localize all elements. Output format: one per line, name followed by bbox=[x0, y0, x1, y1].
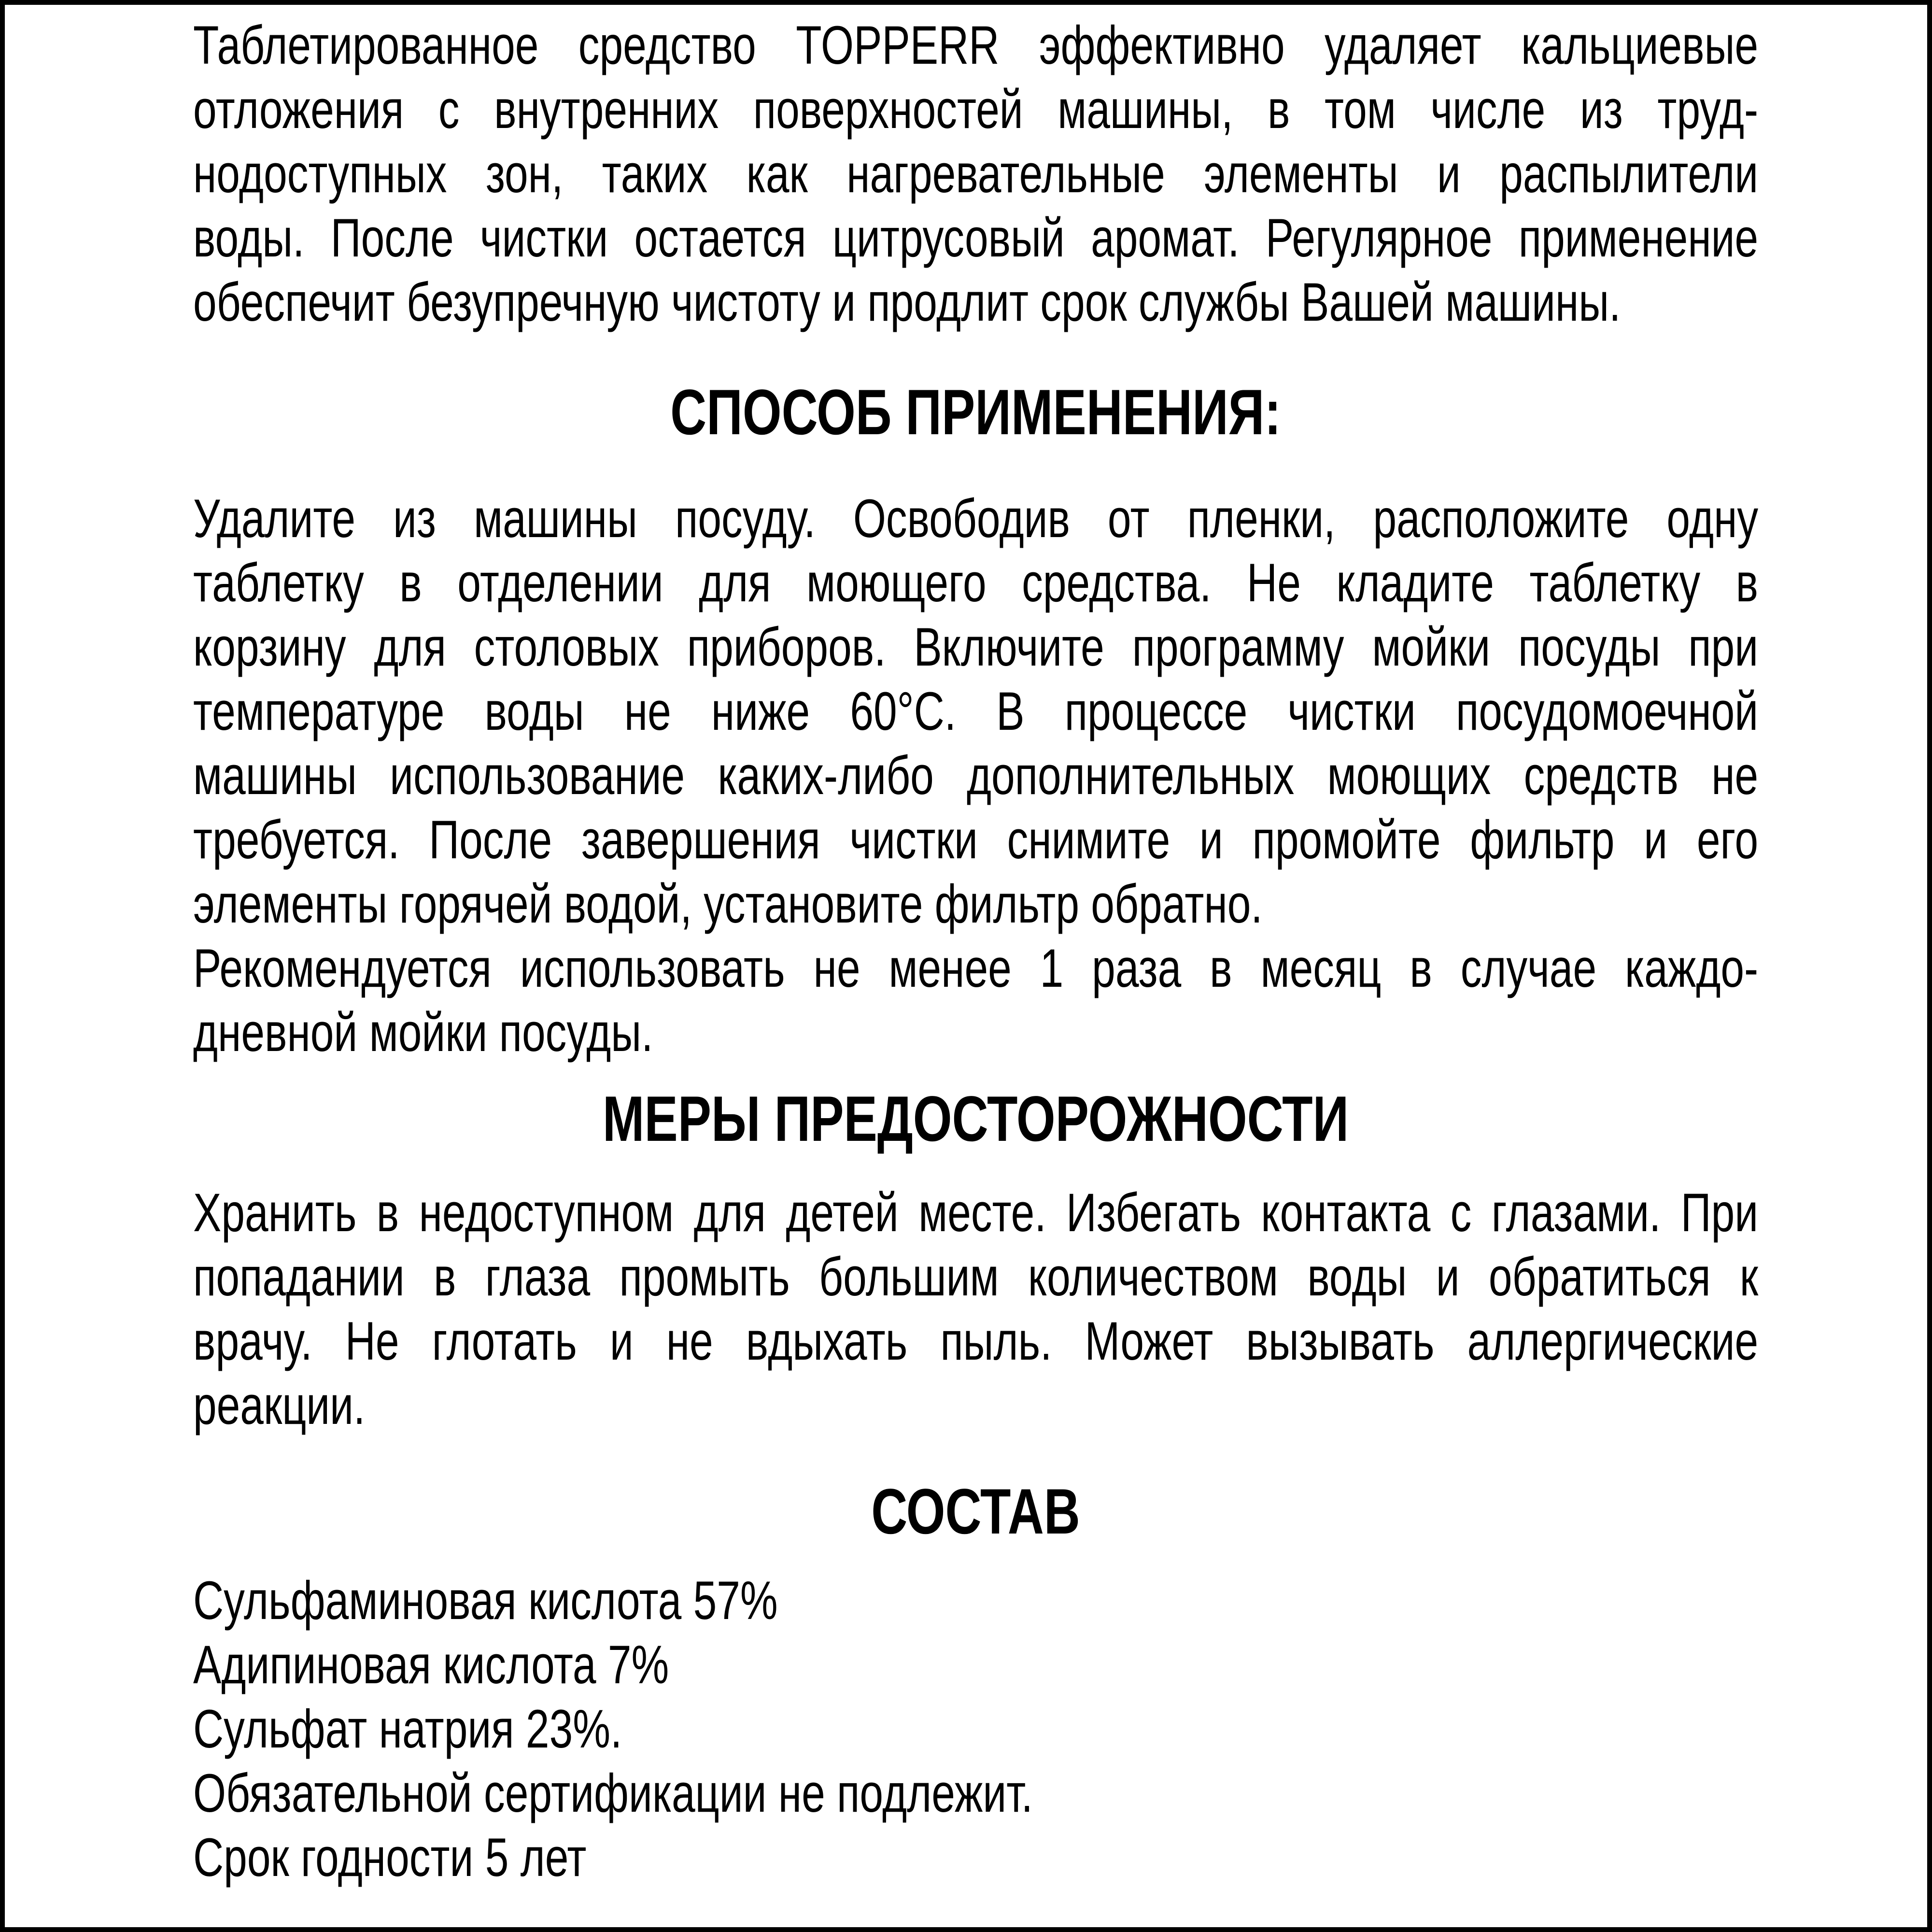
text-line: Сульфат натрия 23%. bbox=[193, 1699, 622, 1759]
text-line: обеспечит безупречную чистоту и продлит срок службы Вашей машины. bbox=[193, 272, 1621, 332]
text-line: корзину для столовых приборов. Включите программу мойки посуды при bbox=[193, 617, 1759, 677]
text-line: врачу. Не глотать и не вдыхать пыль. Может вызывать аллергические bbox=[193, 1311, 1759, 1371]
usage-paragraph bbox=[193, 486, 1758, 1065]
text-line: дневной мойки посуды. bbox=[193, 1002, 653, 1063]
text-line: Сульфаминовая кислота 57% bbox=[193, 1570, 778, 1631]
text-line: машины использование каких-либо дополнительных моющих средств не bbox=[193, 745, 1759, 806]
text-line: Рекомендуется использовать не менее 1 раза в месяц в случае каждо- bbox=[193, 938, 1759, 998]
text-line: Удалите из машины посуду. Освободив от пленки, расположите одну bbox=[193, 488, 1759, 549]
text-line: отложения с внутренних поверхностей машины, в том числе из труд- bbox=[193, 79, 1759, 140]
text-line: Хранить в недоступном для детей месте. Избегать контакта с глазами. При bbox=[193, 1182, 1759, 1243]
text-line: Адипиновая кислота 7% bbox=[193, 1634, 669, 1695]
usage-heading: СПОСОБ ПРИМЕНЕНИЯ: bbox=[670, 377, 1281, 448]
intro-paragraph bbox=[193, 13, 1758, 334]
precautions-heading: МЕРЫ ПРЕДОСТОРОЖНОСТИ bbox=[602, 1083, 1349, 1155]
text-line: Таблетированное средство TOPPERR эффективно удаляет кальциевые bbox=[193, 15, 1759, 75]
text-line: Срок годности 5 лет bbox=[193, 1827, 587, 1888]
text-line: Обязательной сертификации не подлежит. bbox=[193, 1763, 1033, 1823]
composition-list bbox=[193, 1568, 1758, 1889]
text-line: нодоступных зон, таких как нагревательные элементы и распылители bbox=[193, 143, 1759, 204]
text-line: реакции. bbox=[193, 1375, 366, 1435]
text-line: температуре воды не ниже 60°С. В процессе чистки посудомоечной bbox=[193, 681, 1759, 741]
text-line: воды. После чистки остается цитрусовый аромат. Регулярное применение bbox=[193, 208, 1759, 268]
text-line: требуется. После завершения чистки снимите и промойте фильтр и его bbox=[193, 810, 1759, 870]
precautions-paragraph bbox=[193, 1180, 1758, 1437]
text-line: таблетку в отделении для моющего средства. Не кладите таблетку в bbox=[193, 553, 1759, 613]
text-line: попадании в глаза промыть большим количеством воды и обратиться к bbox=[193, 1247, 1759, 1307]
composition-heading: СОСТАВ bbox=[871, 1476, 1080, 1548]
text-line: элементы горячей водой, установите фильтр обратно. bbox=[193, 874, 1263, 934]
